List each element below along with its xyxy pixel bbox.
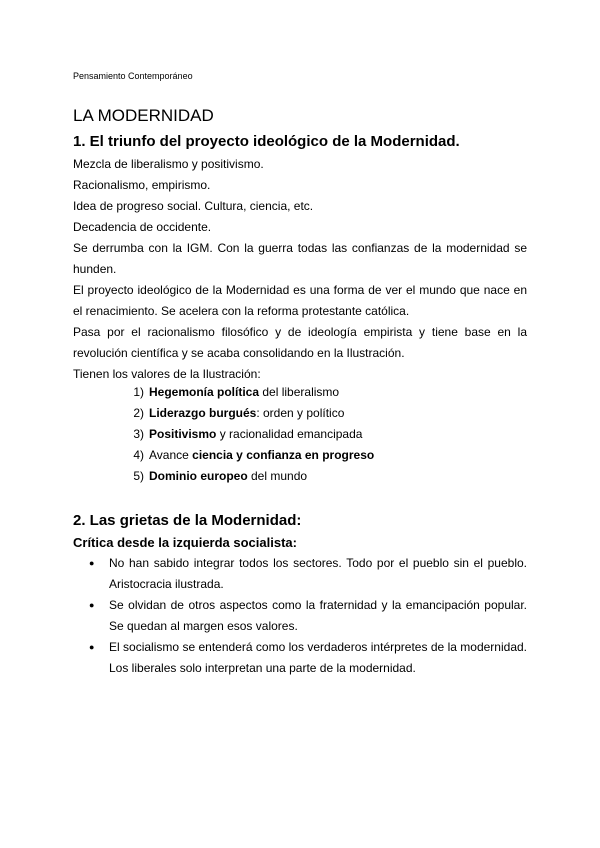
list-number: 4): [133, 448, 144, 462]
list-item: [73, 637, 527, 679]
bullet-icon: ●: [89, 600, 95, 610]
item-text-post: y racionalidad emancipada: [216, 427, 363, 441]
item-text-post: del mundo: [247, 469, 308, 483]
section-1-body: [73, 154, 527, 385]
item-text-bold: Positivismo: [149, 427, 217, 441]
list-item: [73, 553, 527, 595]
item-text-bold: Liderazgo burgués: [149, 406, 257, 420]
list-number: 1): [133, 385, 144, 399]
paragraph: Idea de progreso social. Cultura, ciencia, etc.: [73, 199, 314, 213]
list-item: [127, 382, 374, 403]
item-text-bold: Hegemonía política: [149, 385, 260, 399]
list-item: [127, 466, 374, 487]
paragraph: Se derrumba con la IGM. Con la guerra todas las confianzas de la modernidad se hunden.: [73, 241, 527, 276]
item-text-post: del liberalismo: [259, 385, 340, 399]
list-number: 5): [133, 469, 144, 483]
bullet-text: Se olvidan de otros aspectos como la fraternidad y la emancipación popular. Se quedan al margen esos valores.: [109, 598, 527, 633]
section-2-subheading: Crítica desde la izquierda socialista:: [73, 535, 297, 550]
bullet-icon: ●: [89, 642, 95, 652]
list-item: [127, 424, 374, 445]
paragraph: Racionalismo, empirismo.: [73, 178, 211, 192]
paragraph: Decadencia de occidente.: [73, 220, 212, 234]
section-2-heading: 2. Las grietas de la Modernidad:: [73, 512, 302, 529]
item-text-bold: Dominio europeo: [149, 469, 248, 483]
paragraph: Pasa por el racionalismo filosófico y de ideología empirista y tiene base en la revolución científica y se acaba consolidando en la Ilustración.: [73, 325, 527, 360]
values-list: [127, 382, 374, 487]
list-item: [127, 445, 374, 466]
bullet-text: El socialismo se entenderá como los verdaderos intérpretes de la modernidad. Los liberales solo interpretan una parte de la modernidad.: [109, 640, 527, 675]
item-text-bold: ciencia y confianza en progreso: [192, 448, 375, 462]
list-item: [73, 595, 527, 637]
section-1-heading: 1. El triunfo del proyecto ideológico de la Modernidad.: [73, 133, 460, 150]
document-title: LA MODERNIDAD: [73, 106, 214, 125]
item-text-post: : orden y político: [256, 406, 345, 420]
paragraph: El proyecto ideológico de la Modernidad es una forma de ver el mundo que nace en el renacimiento. Se acelera con la reforma protestante católica.: [73, 283, 527, 318]
criticism-list: [73, 553, 527, 679]
page-header: Pensamiento Contemporáneo: [73, 71, 193, 81]
paragraph: Mezcla de liberalismo y positivismo.: [73, 157, 264, 171]
list-item: [127, 403, 374, 424]
item-text-pre: Avance: [149, 448, 193, 462]
list-number: 2): [133, 406, 144, 420]
paragraph: Tienen los valores de la Ilustración:: [73, 367, 261, 381]
bullet-icon: ●: [89, 558, 95, 568]
bullet-text: No han sabido integrar todos los sectores. Todo por el pueblo sin el pueblo. Aristocracia ilustrada.: [109, 556, 527, 591]
list-number: 3): [133, 427, 144, 441]
